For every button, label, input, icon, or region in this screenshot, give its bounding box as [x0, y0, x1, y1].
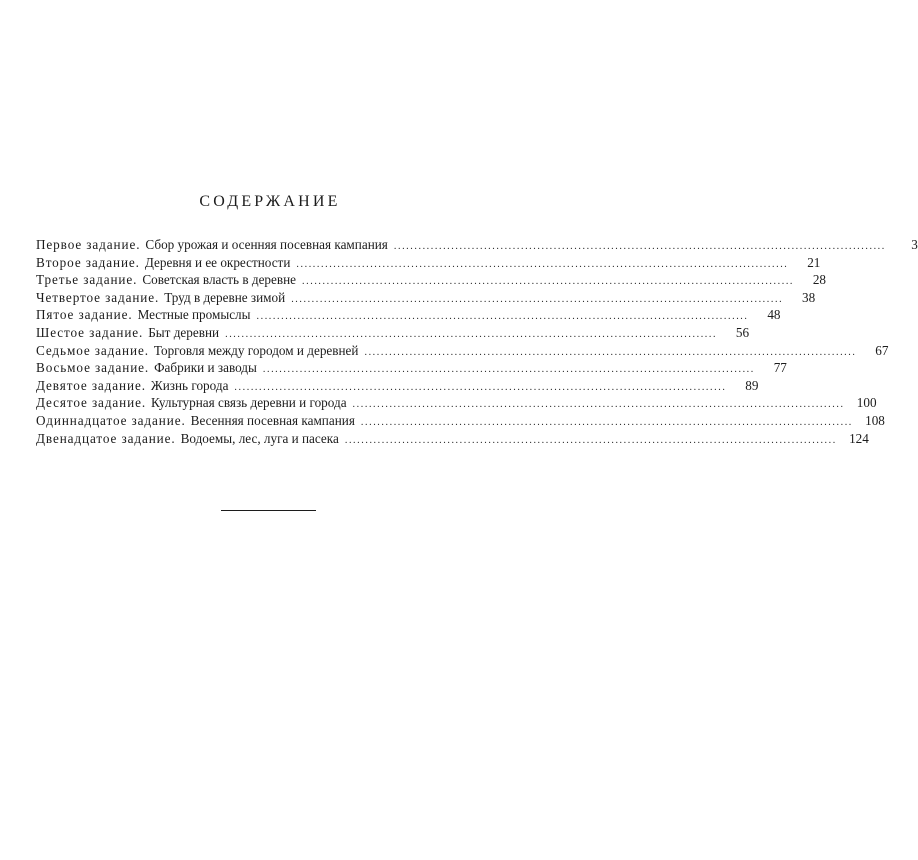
toc-entry-label: Одиннадцатое задание. [36, 412, 186, 428]
toc-entry [36, 271, 827, 289]
toc-entry-topic: Жизнь города [150, 377, 229, 393]
dot-leader: ........................................................................................................................ [352, 399, 845, 411]
toc-entry [36, 306, 781, 324]
toc-entry-page: 28 [812, 272, 827, 288]
toc-entry-topic: Фабрики и заводы [154, 360, 257, 376]
toc-entry-topic: Местные промыслы [137, 307, 251, 323]
toc-entry [36, 359, 787, 377]
dot-leader: ........................................................................................................................ [225, 328, 718, 340]
toc-entry [36, 254, 821, 272]
toc-entry-topic: Водоемы, лес, луга и пасека [180, 430, 339, 446]
dot-leader: ........................................................................................................................ [296, 258, 789, 270]
dot-leader: ........................................................................................................................ [302, 276, 795, 288]
toc-entry-page: 77 [773, 360, 787, 376]
toc-entry [36, 342, 889, 360]
toc-entry [36, 412, 885, 430]
toc-entry-page: 108 [865, 412, 885, 428]
toc-entry-topic: Сбор урожая и осенняя посевная кампания [145, 237, 388, 252]
toc-entry-topic: Труд в деревне зимой [164, 289, 286, 305]
dot-leader: ........................................................................................................................ [256, 311, 749, 323]
toc-entry-page: 38 [802, 289, 816, 305]
toc-entry-topic: Торговля между городом и деревней [153, 342, 359, 358]
toc-entry-label: Шестое задание. [36, 324, 144, 340]
dot-leader: ........................................................................................................................ [234, 381, 727, 393]
dot-leader: ........................................................................................................................ [291, 293, 784, 305]
toc-entry-label: Седьмое задание. [36, 342, 149, 358]
dot-leader: ........................................................................................................................ [364, 346, 857, 358]
dot-leader: ........................................................................................................................ [344, 434, 837, 446]
toc-entry-page: 21 [807, 254, 821, 270]
toc-entry-label: Второе задание. [36, 254, 140, 270]
toc-entry-label: Восьмое задание. [36, 360, 150, 376]
toc-entry-topic: Культурная связь деревни и города [151, 395, 347, 411]
toc-entry-page: 56 [735, 324, 750, 340]
toc-entry [36, 377, 759, 395]
toc-entry-topic: Деревня и ее окрестности [144, 254, 291, 270]
table-of-contents [36, 236, 918, 447]
toc-entry-label: Третье задание. [36, 272, 138, 288]
toc-entry-label: Пятое задание. [36, 307, 133, 323]
toc-entry-page: 3 [911, 237, 918, 252]
toc-entry-page: 67 [875, 342, 889, 358]
toc-entry [36, 236, 918, 254]
toc-entry [36, 324, 750, 342]
toc-entry-topic: Быт деревни [148, 324, 220, 340]
toc-entry-page: 48 [767, 307, 781, 323]
dot-leader: ........................................................................................................................ [360, 416, 853, 428]
dot-leader: ........................................................................................................................ [393, 241, 886, 252]
section-divider [221, 510, 316, 511]
toc-entry-label: Десятое задание. [36, 395, 147, 411]
toc-entry [36, 430, 869, 448]
toc-title: СОДЕРЖАНИЕ [199, 193, 341, 210]
toc-entry-label: Четвертое задание. [36, 289, 160, 305]
toc-entry-label: Девятое задание. [36, 377, 146, 393]
toc-entry-label: Двенадцатое задание. [36, 430, 176, 446]
toc-entry [36, 289, 816, 307]
toc-entry-label: Первое задание. [36, 237, 141, 252]
toc-entry-page: 100 [856, 395, 877, 411]
dot-leader: ........................................................................................................................ [262, 364, 755, 376]
toc-entry-topic: Советская власть в деревне [142, 272, 297, 288]
toc-entry-page: 124 [849, 430, 869, 446]
toc-entry-topic: Весенняя посевная кампания [190, 412, 355, 428]
toc-entry-page: 89 [745, 377, 759, 393]
toc-entry [36, 394, 877, 412]
